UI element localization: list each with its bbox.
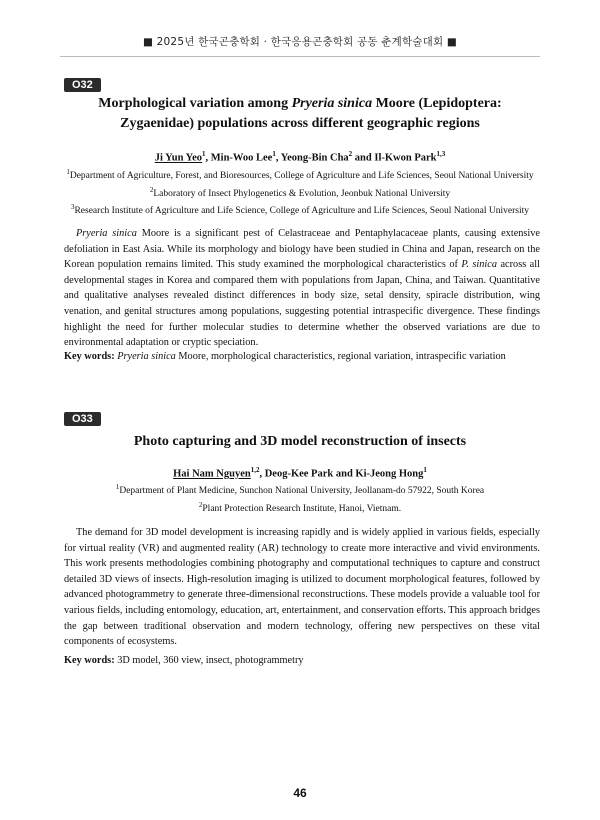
author: Ki-Jeong Hong <box>355 468 424 480</box>
author: Yeong-Bin Cha <box>280 152 349 164</box>
abstract-body: Pryeria sinica Moore is a significant pest of Celastraceae and Pentaphylacaceae plants, causing extensive defoliation in East Asia. While its morphology and biology have been studied in China and Japan, research on the Korean population remains limited. This study examined the morphological characteristics of P. sinica across all developmental stages in Korea and compared them with populations from Japan, China, and Taiwan. Quantitative and qualitative analyses revealed distinct differences in body size, setal density, spiracle distribution, wing venation, and genital structures among populations, suggesting potential intraspecific divergence. These findings highlight the need for further molecular studies to determine whether the observed variations are due to environmental adaptation or cryptic speciation. <box>64 228 540 349</box>
author: Il-Kwon Park <box>374 152 437 164</box>
author: Min-Woo Lee <box>210 152 273 164</box>
page-number: 46 <box>293 786 307 800</box>
abstract-title: Morphological variation among Pryeria sinica Moore (Lepidoptera: Zygaenidae) populations across different geographic regions <box>98 96 502 131</box>
author-list: Ji Yun Yeo$^1$, Min-Woo Lee$^1$, Yeong-Bin Cha$^2$ and Il-Kwon Park$^{1,3}$ <box>154 150 446 164</box>
author: Deog-Kee Park <box>264 468 334 480</box>
affiliations <box>60 481 540 516</box>
abstract-code-badge: O33 <box>64 412 101 426</box>
presenting-author: Hai Nam Nguyen <box>173 468 251 480</box>
keywords: Key words: Pryeria sinica Moore, morphological characteristics, regional variation, intraspecific variation <box>64 351 506 362</box>
author-list: Hai Nam Nguyen$^{1,2}$, Deog-Kee Park and Ki-Jeong Hong$^1$ <box>173 466 427 480</box>
presenting-author: Ji Yun Yeo <box>154 152 203 164</box>
affiliation: $^2$Plant Protection Research Institute, Hanoi, Vietnam. <box>198 500 402 514</box>
keywords: Key words: 3D model, 360 view, insect, photogrammetry <box>64 655 304 666</box>
header-divider <box>60 56 540 57</box>
abstract-code-badge: O32 <box>64 78 101 92</box>
affiliation: $^2$Laboratory of Insect Phylogenetics & Evolution, Jeonbuk National University <box>149 185 451 199</box>
affiliation: $^1$Department of Plant Medicine, Sunchon National University, Jeollanam-do 57922, South Korea <box>115 483 485 497</box>
abstract-body: The demand for 3D model development is increasing rapidly and is widely applied in various fields, especially for virtual reality (VR) and augmented reality (AR) technology to create more interactive and vivid environments. This work presents methodologies combining photography and computational techniques to capture and construct detailed 3D views of insects. High-resolution imaging is utilized to document morphological features, followed by advanced photogrammetry to generate three-dimensional reconstructions. These models provide a valuable tool for various fields, including entomology, education, art, entertainment, and conservation efforts. This approach bridges the gap between traditional observation and modern technology, offering new perspectives on these vital components of ecosystems. <box>64 527 540 648</box>
affiliations <box>60 166 540 219</box>
affiliation: $^1$Department of Agriculture, Forest, and Bioresources, College of Agriculture and Life Sciences, Seoul National University <box>66 168 534 182</box>
conference-header: ■ 2025년 한국곤충학회 · 한국응용곤충학회 공동 춘계학술대회 ■ <box>143 36 457 48</box>
abstract-title: Photo capturing and 3D model reconstruction of insects <box>133 434 467 449</box>
affiliation: $^3$Research Institute of Agriculture and Life Science, College of Agriculture and Life Sciences, Seoul National University <box>70 203 530 217</box>
